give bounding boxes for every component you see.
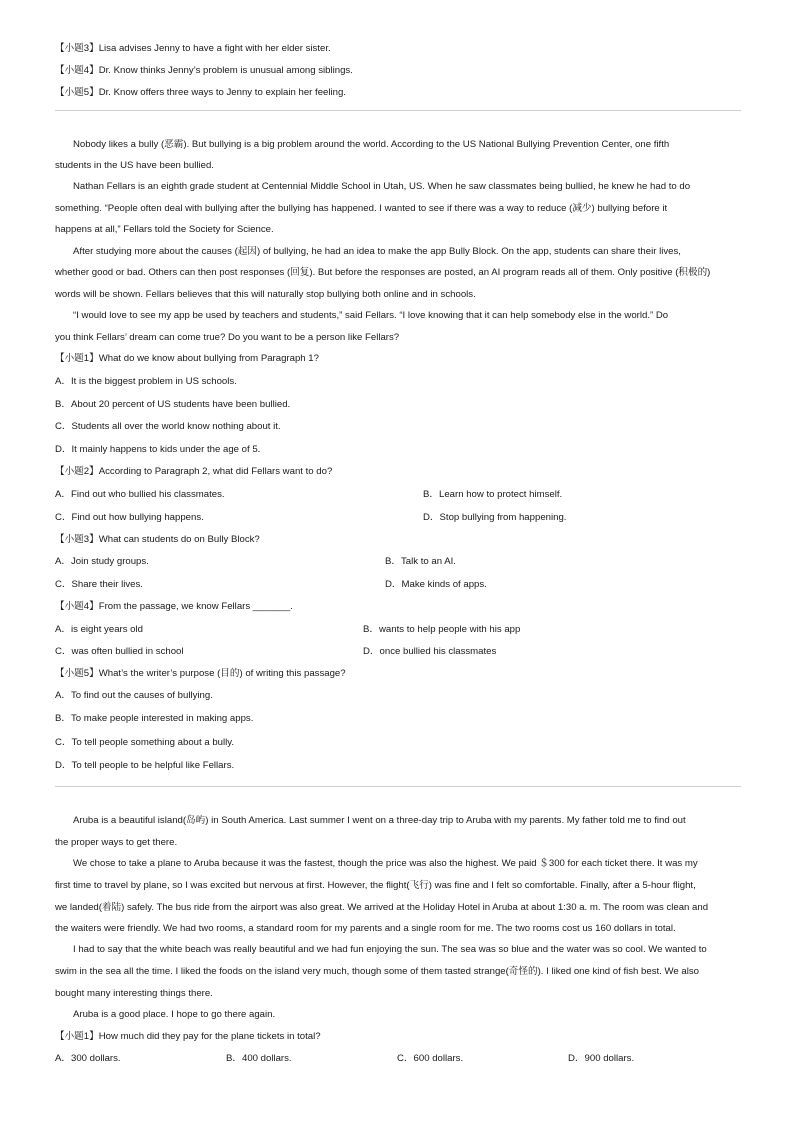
s2-passage-line: something. “People often deal with bullying after the bullying has happened. I wanted to see if there was a way to reduce (减少) bullying before it [55, 203, 668, 214]
s2-passage-line: you think Fellars’ dream can come true? Do you want to be a person like Fellars? [55, 332, 400, 343]
s3-passage-line: first time to travel by plane, so I was excited but nervous at first. However, the flight(飞行) was fine and I felt so comfortable. Finally, after a 5-hour flight, [55, 880, 696, 891]
s2-q1-option-b[interactable]: B．About 20 percent of US students have been bullied. [55, 399, 291, 410]
s2-q4-stem: 【小题4】From the passage, we know Fellars _______. [55, 601, 293, 612]
s3-passage-line: We chose to take a plane to Aruba because it was the fastest, though the price was also the highest. We paid ＄300 for each ticket there. It was my [73, 858, 698, 869]
s2-q2-stem: 【小题2】According to Paragraph 2, what did Fellars want to do? [55, 466, 333, 477]
s2-q2-option-b[interactable]: B．Learn how to protect himself. [423, 489, 563, 500]
s2-q5-option-a[interactable]: A．To find out the causes of bullying. [55, 690, 213, 701]
s2-q4-option-c[interactable]: C．was often bullied in school [55, 646, 184, 657]
s3-q1-stem: 【小题1】How much did they pay for the plane tickets in total? [55, 1031, 321, 1042]
s2-q4-option-d[interactable]: D．once bullied his classmates [363, 646, 497, 657]
s2-passage-line: students in the US have been bullied. [55, 160, 214, 171]
section-divider [55, 786, 741, 787]
s2-q5-stem: 【小题5】What’s the writer’s purpose (目的) of writing this passage? [55, 668, 346, 679]
s2-q5-option-b[interactable]: B．To make people interested in making apps. [55, 713, 254, 724]
s3-passage-line: I had to say that the white beach was really beautiful and we had fun enjoying the sun. The sea was so blue and the water was so cool. We wanted to [73, 944, 707, 955]
s1-question-4: 【小题4】Dr. Know thinks Jenny’s problem is unusual among siblings. [55, 65, 353, 76]
s2-passage-line: “I would love to see my app be used by teachers and students,” said Fellars. “I love knowing that it can help somebody else in the world.” Do [73, 310, 669, 321]
s3-q1-option-d[interactable]: D．900 dollars. [568, 1053, 635, 1064]
s3-passage-line: swim in the sea all the time. I liked the foods on the island very much, though some of them tasted strange(奇怪的). I liked one kind of fish best. We also [55, 966, 699, 977]
s2-passage-line: happens at all,” Fellars told the Society for Science. [55, 224, 274, 235]
s2-q1-option-d[interactable]: D．It mainly happens to kids under the age of 5. [55, 444, 261, 455]
s2-passage-line: whether good or bad. Others can then post responses (回复). But before the responses are posted, an AI program reads all of them. Only positive (积极的) [55, 267, 711, 278]
s1-question-5: 【小题5】Dr. Know offers three ways to Jenny to explain her feeling. [55, 87, 346, 98]
s3-passage-line: Aruba is a beautiful island(岛屿) in South America. Last summer I went on a three-day trip to Aruba with my parents. My father told me to find out [73, 815, 686, 826]
section-divider [55, 110, 741, 111]
s2-q1-option-c[interactable]: C．Students all over the world know nothing about it. [55, 421, 281, 432]
s2-q2-option-d[interactable]: D．Stop bullying from happening. [423, 512, 567, 523]
s3-passage-line: Aruba is a good place. I hope to go there again. [73, 1009, 276, 1020]
s2-q5-option-c[interactable]: C．To tell people something about a bully. [55, 737, 235, 748]
s2-q1-stem: 【小题1】What do we know about bullying from Paragraph 1? [55, 353, 319, 364]
s2-passage-line: After studying more about the causes (起因) of bullying, he had an idea to make the app Bully Block. On the app, students can share their lives, [73, 246, 681, 257]
s2-q2-option-c[interactable]: C．Find out how bullying happens. [55, 512, 204, 523]
s2-q3-option-b[interactable]: B．Talk to an AI. [385, 556, 456, 567]
s3-passage-line: bought many interesting things there. [55, 988, 213, 999]
s2-q4-option-a[interactable]: A．is eight years old [55, 624, 143, 635]
s3-q1-option-a[interactable]: A．300 dollars. [55, 1053, 121, 1064]
s2-q2-option-a[interactable]: A．Find out who bullied his classmates. [55, 489, 225, 500]
s2-q1-option-a[interactable]: A．It is the biggest problem in US schools. [55, 376, 237, 387]
s3-q1-option-b[interactable]: B．400 dollars. [226, 1053, 292, 1064]
s2-q3-option-d[interactable]: D．Make kinds of apps. [385, 579, 487, 590]
s3-q1-option-c[interactable]: C．600 dollars. [397, 1053, 464, 1064]
s2-passage-line: Nathan Fellars is an eighth grade student at Centennial Middle School in Utah, US. When he saw classmates being bullied, he knew he had to do [73, 181, 691, 192]
s2-passage-line: Nobody likes a bully (恶霸). But bullying is a big problem around the world. According to the US National Bullying Prevention Center, one fifth [73, 139, 670, 150]
s2-q4-option-b[interactable]: B．wants to help people with his app [363, 624, 521, 635]
s3-passage-line: the waiters were friendly. We had two rooms, a standard room for my parents and a single room for me. The two rooms cost us 160 dollars in total. [55, 923, 676, 934]
s2-q3-option-c[interactable]: C．Share their lives. [55, 579, 143, 590]
s3-passage-line: the proper ways to get there. [55, 837, 178, 848]
s2-passage-line: words will be shown. Fellars believes that this will naturally stop bullying both online and in schools. [55, 289, 476, 300]
s2-q3-option-a[interactable]: A．Join study groups. [55, 556, 149, 567]
s3-passage-line: we landed(着陆) safely. The bus ride from the airport was also great. We arrived at the Holiday Hotel in Aruba at about 1:30 a. m. The room was clean and [55, 902, 709, 913]
s2-q5-option-d[interactable]: D．To tell people to be helpful like Fellars. [55, 760, 235, 771]
s2-q3-stem: 【小题3】What can students do on Bully Block? [55, 534, 260, 545]
s1-question-3: 【小题3】Lisa advises Jenny to have a fight with her elder sister. [55, 43, 331, 54]
